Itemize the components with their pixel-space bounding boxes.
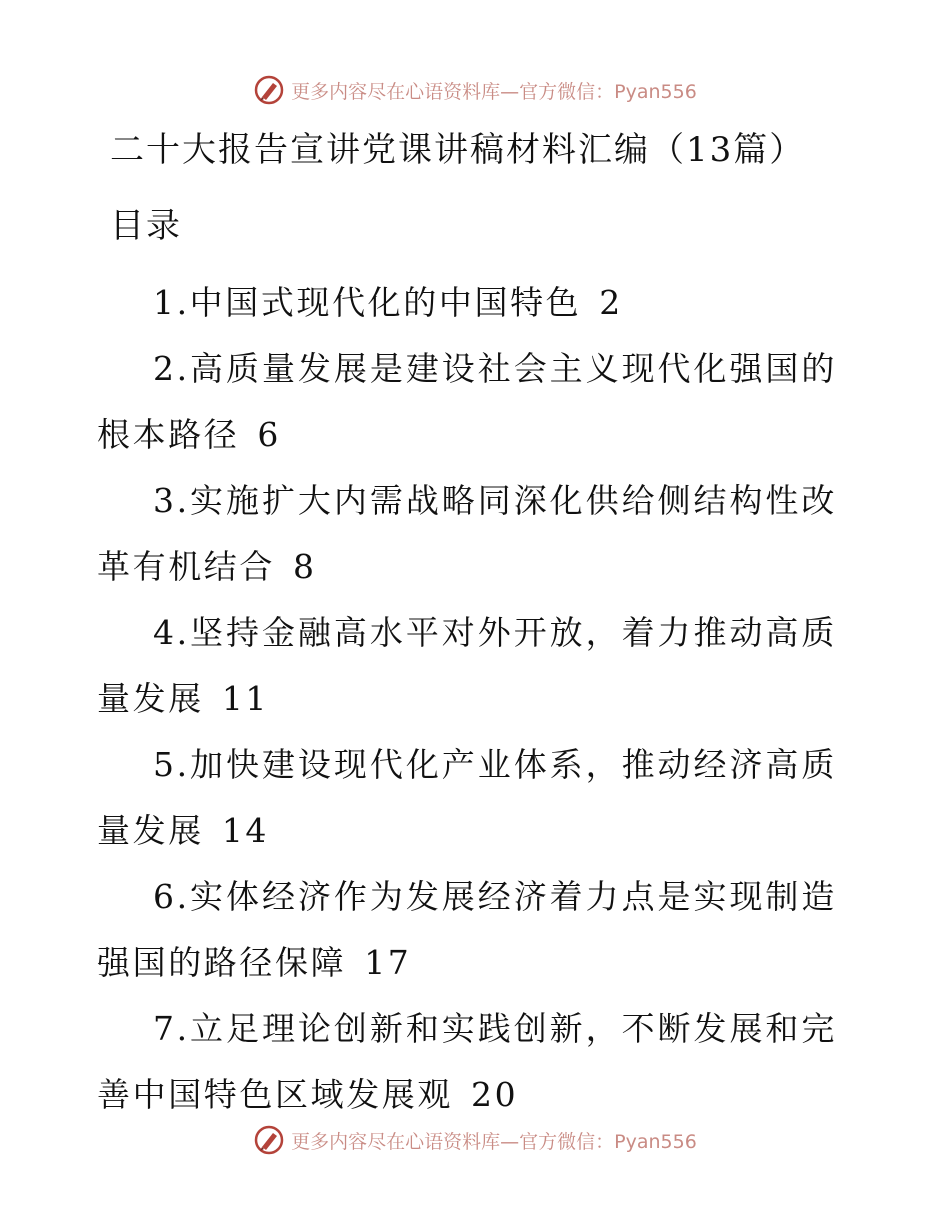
document-title: 二十大报告宣讲党课讲稿材料汇编（13篇） — [110, 130, 806, 170]
pen-logo-icon — [253, 74, 285, 106]
pen-logo-icon — [253, 1124, 285, 1156]
toc-item-label: 6.实体经济作为发展经济着力点是实现制造强国的路径保障 — [97, 877, 837, 982]
toc-item-page: 6 — [257, 415, 282, 454]
header-watermark — [0, 70, 950, 110]
toc-item-label: 4.坚持金融高水平对外开放，着力推动高质量发展 — [97, 613, 837, 718]
toc-item — [97, 996, 837, 1128]
toc-item-page: 8 — [293, 547, 317, 586]
toc-item — [97, 864, 837, 996]
toc-item — [97, 732, 837, 864]
watermark-content — [253, 74, 697, 106]
watermark-text: 更多内容尽在心语资料库—官方微信：Pyan556 — [291, 80, 697, 103]
toc-item — [97, 600, 837, 732]
watermark-text: 更多内容尽在心语资料库—官方微信：Pyan556 — [291, 1130, 697, 1153]
toc-heading: 目录 — [110, 206, 182, 246]
toc-item-label: 5.加快建设现代化产业体系，推动经济高质量发展 — [97, 745, 837, 850]
table-of-contents — [97, 270, 837, 1128]
toc-item-label: 2.高质量发展是建设社会主义现代化强国的根本路径 — [97, 349, 837, 454]
toc-item-label: 3.实施扩大内需战略同深化供给侧结构性改革有机结合 — [97, 481, 837, 586]
watermark-content — [253, 1124, 697, 1156]
toc-item-page: 11 — [221, 679, 270, 718]
footer-watermark — [0, 1120, 950, 1160]
toc-item — [97, 270, 837, 336]
toc-item-page: 2 — [599, 283, 623, 322]
toc-item — [97, 468, 837, 600]
toc-item-page: 20 — [471, 1075, 519, 1114]
toc-item-label: 1.中国式现代化的中国特色 — [153, 283, 582, 322]
toc-item — [97, 336, 837, 468]
toc-item-label: 7.立足理论创新和实践创新，不断发展和完善中国特色区域发展观 — [97, 1009, 837, 1114]
toc-item-page: 14 — [221, 811, 270, 850]
toc-item-page: 17 — [364, 943, 412, 982]
